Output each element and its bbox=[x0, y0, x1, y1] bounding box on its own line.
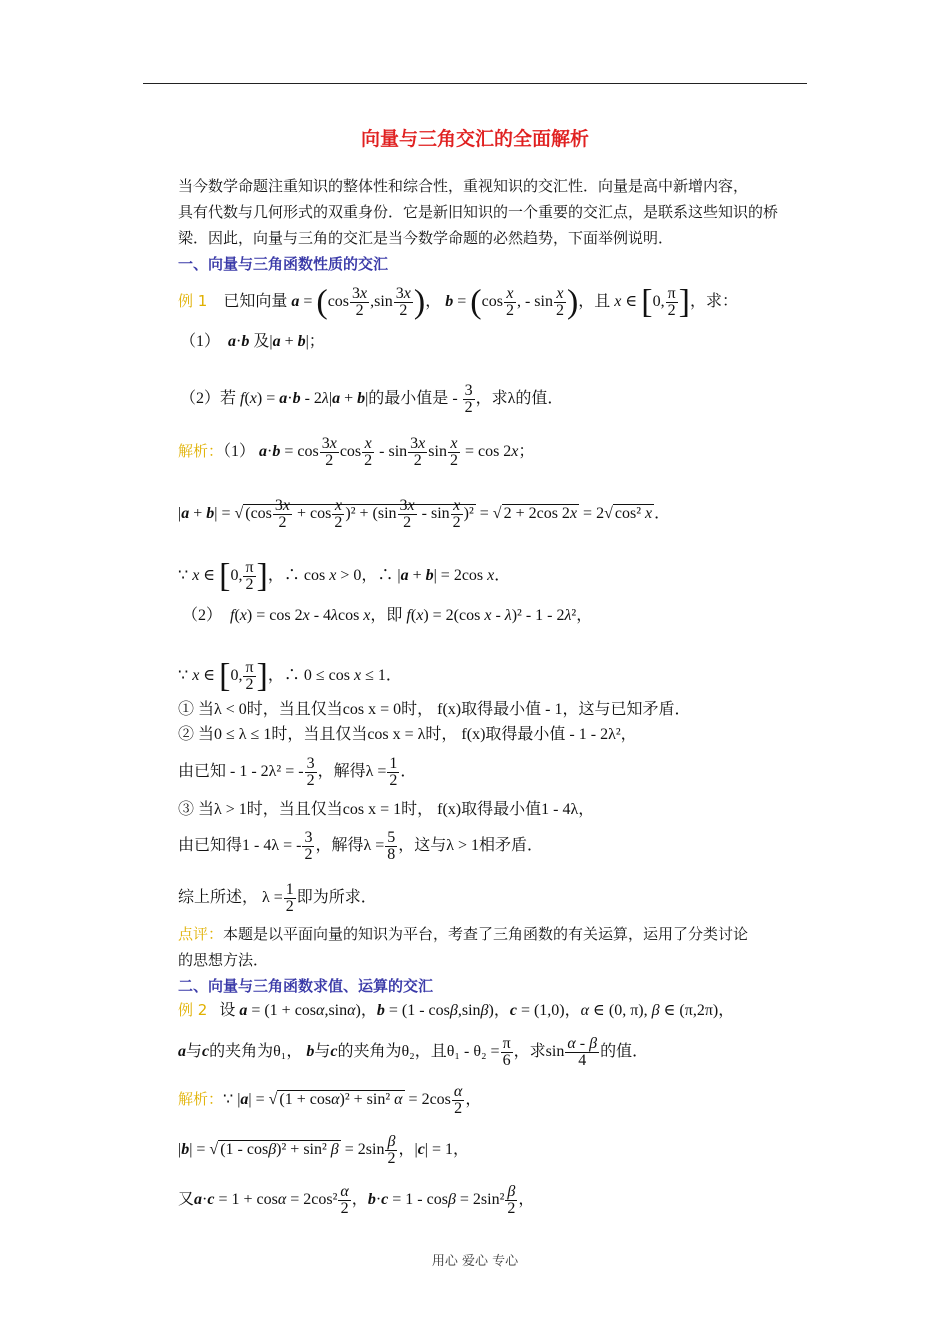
intro-line-1: 当今数学命题注重知识的整体性和综合性，重视知识的交汇性．向量是高中新增内容， bbox=[178, 177, 749, 195]
solution-1-line-5: ∵ x ∈ [0, $\frac{\pi}{2}$ ]，∴ 0 ≤ cos x ≤ 1． bbox=[178, 657, 402, 695]
summary: 综上所述， λ = $\frac{1}{2}$ 即为所求． bbox=[178, 881, 377, 915]
known-2: 由已知得1 - 4λ = - $\frac{3}{2}$ ，解得λ = $\frac{5}{8}$ ，这与λ > 1相矛盾． bbox=[178, 829, 544, 863]
solution-1-line-1: 解析：（1） a·b = cos $\frac{3x}{2}$ cos $\frac{x}{2}$ - sin $\frac{3x}{2}$ sin $\frac{x}{2}$ = cos 2x； bbox=[178, 435, 535, 469]
solution-1-line-4: （2） f(x) = cos 2x - 4λcos x，即 f(x) = 2(cos x - λ)² - 1 - 2λ²， bbox=[182, 607, 593, 624]
page-footer: 用心 爱心 专心 bbox=[431, 1254, 519, 1269]
question-2: （2）若 f(x) = a·b - 2λ|a + b|的最小值是 - $\frac{3}{2}$ ，求λ的值． bbox=[180, 382, 564, 416]
intro-line-2: 具有代数与几何形式的双重身份．它是新旧知识的一个重要的交汇点，是联系这些知识的桥 bbox=[178, 203, 779, 221]
example-1-label: 例 1 bbox=[178, 292, 208, 311]
review-line-2: 的思想方法． bbox=[178, 951, 269, 969]
solution-1-line-3: ∵ x ∈ [0, $\frac{\pi}{2}$ ]，∴ cos x > 0，∴ |a + b| = 2cos x． bbox=[178, 557, 511, 595]
solution-2-line-3: 又a·c = 1 + cosα = 2cos² $\frac{\alpha}{2}$ ，b·c = 1 - cosβ = 2sin² $\frac{\beta}{2}$ ， bbox=[178, 1183, 535, 1217]
example-2: 例 2 设 a = (1 + cosα,sinα)，b = (1 - cosβ,sinβ)，c = (1,0)，α ∈ (0, π), β ∈ (π,2π)， bbox=[178, 1001, 735, 1019]
case-3: ③ 当λ > 1时，当且仅当cos x = 1时， f(x)取得最小值1 - 4λ， bbox=[178, 801, 595, 818]
known-1: 由已知 - 1 - 2λ² = - $\frac{3}{2}$ ，解得λ = $\frac{1}{2}$ ． bbox=[178, 755, 417, 789]
section-heading-2: 二、向量与三角函数求值、运算的交汇 bbox=[178, 977, 434, 995]
example-2-line-2: a与c的夹角为θ₁， b与c的夹角为θ₂，且θ₁ - θ₂ = $\frac{\pi}{6}$ ，求sin $\frac{\alpha - \beta}{4}$ 的值． bbox=[178, 1035, 649, 1069]
case-1: ① 当λ < 0时，当且仅当cos x = 0时， f(x)取得最小值 - 1，这与已知矛盾． bbox=[178, 701, 691, 718]
example-1: 例 1 已知向量 a = (cos $\frac{3x}{2}$ ,sin $\frac{3x}{2}$ )， b = (cos $\frac{x}{2}$ , - sin $\frac{x}{2}$ )，且 x ∈ [0, $\frac{\pi}{2}$ ]，求： bbox=[178, 283, 738, 321]
solution-2-line-1: 解析：∵ |a| = √ (1 + cosα)² + sin² α = 2cos $\frac{\alpha}{2}$ ， bbox=[178, 1083, 482, 1117]
header-rule bbox=[143, 83, 807, 84]
section-heading-1: 一、向量与三角函数性质的交汇 bbox=[178, 255, 389, 273]
solution-1-line-2: |a + b| = √ (cos $\frac{3x}{2}$ + cos $\frac{x}{2}$ )² + (sin $\frac{3x}{2}$ - sin $\frac{x}{2}$ )² = √ 2 + 2cos 2x = 2√ cos² x ． bbox=[178, 497, 671, 531]
review-line-1: 点评：本题是以平面向量的知识为平台，考查了三角函数的有关运算，运用了分类讨论 bbox=[178, 925, 749, 943]
solution-2-line-2: |b| = √ (1 - cosβ)² + sin² β = 2sin $\frac{\beta}{2}$ ，|c| = 1， bbox=[178, 1133, 470, 1167]
page-title: 向量与三角交汇的全面解析 bbox=[360, 128, 589, 150]
question-1: （1） a·b 及|a + b|； bbox=[180, 333, 325, 350]
intro-line-3: 梁．因此，向量与三角的交汇是当今数学命题的必然趋势，下面举例说明． bbox=[178, 229, 674, 247]
example-1-text: 已知向量 bbox=[223, 293, 288, 311]
case-2: ② 当0 ≤ λ ≤ 1时，当且仅当cos x = λ时， f(x)取得最小值 - 1 - 2λ²， bbox=[178, 726, 637, 743]
